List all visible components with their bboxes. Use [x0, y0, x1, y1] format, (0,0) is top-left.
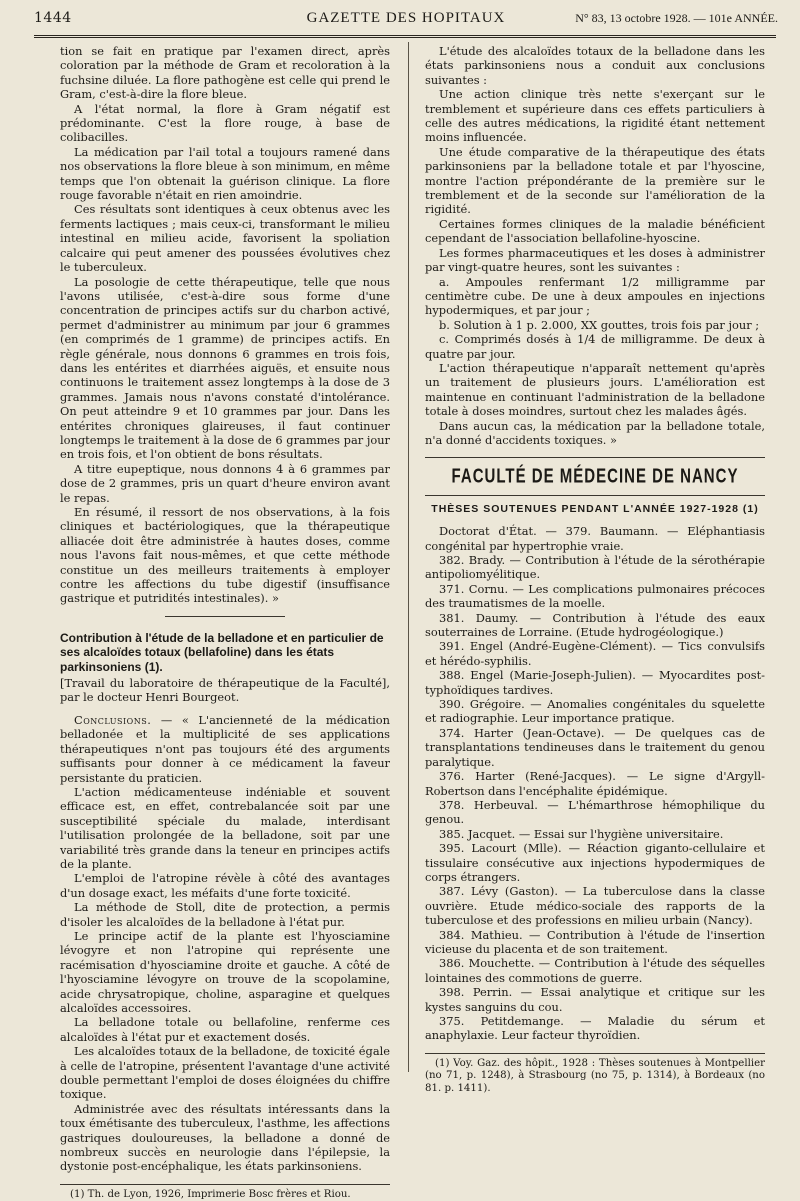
section-rule	[165, 616, 285, 617]
thesis-item: 378. Herbeuval. — L'hémarthrose hémophilique du genou.	[425, 797, 765, 827]
page-number: 1444	[34, 10, 72, 26]
thesis-item: 376. Harter (René-Jacques). — Le signe d'Argyll-Robertson dans l'encéphalite épidémique.	[425, 769, 765, 798]
thesis-item: 381. Daumy. — Contribution à l'étude des eaux souterraines de Lorraine. (Etude hydrogéologique.)	[425, 610, 765, 640]
footnote: (1) Voy. Gaz. des hôpit., 1928 : Thèses soutenues à Montpellier (no 71, p. 1248), à Strasbourg (no 75, p. 1314), à Bordeaux (no 81. p. 1411).	[425, 1057, 765, 1094]
paragraph: Une action clinique très nette s'exerçant sur le tremblement et supérieure dans ces effets particuliers à celle des autres médications, la rigidité étant nettement moins influencée.	[425, 87, 765, 145]
thesis-item: 391. Engel (André-Eugène-Clément). — Tics convulsifs et hérédo-syphilis.	[425, 639, 765, 668]
article-byline: [Travail du laboratoire de thérapeutique de la Faculté], par le docteur Henri Bourgeot.	[60, 676, 390, 705]
thesis-item: 388. Engel (Marie-Joseph-Julien). — Myocardites post-typhoïdiques tardives.	[425, 668, 765, 697]
paragraph: Certaines formes cliniques de la maladie bénéficient cependant de l'association bellafoline-hyoscine.	[425, 216, 765, 246]
paragraph: L'emploi de l'atropine révèle à côté des avantages d'un dosage exact, les méfaits d'une forte toxicité.	[60, 871, 390, 900]
thesis-item: 371. Cornu. — Les complications pulmonaires précoces des traumatismes de la moelle.	[425, 581, 765, 611]
paragraph: La médication par l'ail total a toujours ramené dans nos observations la flore bleue à son minimum, en même temps que l'on obtenait la guérison clinique. La flore rouge favorable n'était en rien amoindrie.	[60, 144, 390, 203]
paragraph: En résumé, il ressort de nos observations, à la fois cliniques et bactériologiques, que la thérapeutique alliacée doit être administrée à hautes doses, comme nous l'avons fait nous-mêmes, et que cette méthode constitue un des meilleurs traitements à employer contre les affections du tube digestif (insuffisance gastrique et putridités intestinales). »	[60, 505, 390, 606]
thesis-item: 385. Jacquet. — Essai sur l'hygiène universitaire.	[439, 826, 724, 841]
thesis-item: 398. Perrin. — Essai analytique et critique sur les kystes sanguins du cou.	[425, 985, 765, 1014]
column-divider	[408, 42, 409, 1072]
theses-heading: THÈSES SOUTENUES PENDANT L'ANNÉE 1927-1928 (1)	[431, 502, 759, 515]
thesis-item: 375. Petitdemange. — Maladie du sérum et anaphylaxie. Leur facteur thyroïdien.	[425, 1014, 765, 1043]
section-rule	[425, 495, 765, 496]
paragraph: La belladone totale ou bellafoline, renferme ces alcaloïdes à l'état pur et exactement dosés.	[60, 1015, 390, 1044]
paragraph: L'action médicamenteuse indéniable et souvent efficace est, en effet, contrebalancée soit par une susceptibilité spéciale du malade, interdisant l'utilisation prolongée de la belladone, soit par une variabilité très grande dans la teneur en principes actifs de la plante.	[60, 784, 390, 871]
paragraph: a. Ampoules renfermant 1/2 milligramme par centimètre cube. De une à deux ampoules en injections hypodermiques, et par jour ;	[425, 274, 765, 318]
paragraph: Administrée avec des résultats intéressants dans la toux émétisante des tuberculeux, l'asthme, les affections gastriques douloureuses, la belladone a donné de nombreux succès en neurologie dans l'épilepsie, la dystonie post-encéphalique, les états parkinsoniens.	[60, 1101, 390, 1174]
paragraph: Une étude comparative de la thérapeutique des états parkinsoniens par la belladone totale et par l'hyoscine, montre l'action prépondérante de la première sur le tremblement et de la seconde sur l'amélioration de la rigidité.	[425, 144, 765, 217]
thesis-item: Doctorat d'État. — 379. Baumann. — Eléphantiasis congénital par hypertrophie vraie.	[425, 524, 765, 553]
paragraph: La posologie de cette thérapeutique, telle que nous l'avons utilisée, c'est-à-dire sous forme d'une concentration de principes actifs sur du charbon activé, permet d'administrer au minimum par jour 6 grammes (en comprimés de 1 gramme) de principes actifs. En règle générale, nous donnons 6 grammes en trois fois, dans les entérites et diarrhées aiguës, et ensuite nous continuons le traitement assez longtemps à la dose de 3 grammes. Jamais nous n'avons constaté d'intolérance. On peut atteindre 9 et 10 grammes par jour. Dans les entérites chroniques glaireuses, il faut continuer longtemps le traitement à la dose de 6 grammes par jour en trois fois, et l'on obtient de bons résultats.	[60, 274, 390, 462]
paragraph: — « L'ancienneté de la médication belladonée et la multiplicité de ses applications thérapeutiques n'ont pas toujours été des arguments suffisants pour donner à ce médicament la faveur persistante du praticien.	[60, 712, 390, 785]
thesis-item: 384. Mathieu. — Contribution à l'étude de l'insertion vicieuse du placenta et de son traitement.	[425, 927, 765, 956]
paragraph: b. Solution à 1 p. 2.000, XX gouttes, trois fois par jour ;	[439, 317, 760, 332]
paragraph: tion se fait en pratique par l'examen direct, après coloration par la méthode de Gram et recoloration à la fuchsine diluée. La flore pathogène est celle qui prend le Gram, c'est-à-dire la flore bleue.	[60, 44, 390, 102]
paragraph: Le principe actif de la plante est l'hyosciamine lévogyre et non l'atropine qui représente une racémisation d'hyosciamine droite et gauche. A côté de l'hyosciamine lévogyre on trouve de la scopolamine, acide chrysatropique, choline, asparagine et quelques alcaloïdes accessoires.	[60, 928, 390, 1015]
paragraph: c. Comprimés dosés à 1/4 de milligramme. De deux à quatre par jour.	[425, 332, 765, 361]
thesis-item: 395. Lacourt (Mlle). — Réaction giganto-cellulaire et tissulaire consécutive aux injections hypodermiques de corps étrangers.	[425, 841, 765, 884]
left-column	[60, 44, 390, 1201]
paragraph: Les alcaloïdes totaux de la belladone, de toxicité égale à celle de l'atropine, présentent l'avantage d'une activité double permettant l'emploi de doses éloignées du chiffre toxique.	[60, 1044, 390, 1102]
thesis-item: 382. Brady. — Contribution à l'étude de la sérothérapie antipoliomyélitique.	[425, 553, 765, 582]
conclusions-label: Conclusions.	[74, 712, 152, 727]
article-title: Contribution à l'étude de la belladone et en particulier de ses alcaloïdes totaux (bellafoline) dans les états parkinsoniens (1).	[60, 630, 384, 674]
thesis-item: 390. Grégoire. — Anomalies congénitales du squelette et radiographie. Leur importance pratique.	[425, 697, 765, 726]
thesis-item: 386. Mouchette. — Contribution à l'étude des séquelles lointaines des commotions de guerre.	[425, 956, 765, 985]
paragraph: Dans aucun cas, la médication par la belladone totale, n'a donné d'accidents toxiques. »	[425, 418, 765, 447]
paragraph: A l'état normal, la flore à Gram négatif est prédominante. C'est la flore rouge, à base de colibacilles.	[60, 101, 390, 145]
thesis-item: 374. Harter (Jean-Octave). — De quelques cas de transplantations tendineuses dans le traitement du genou paralytique.	[425, 725, 765, 769]
thesis-item: 387. Lévy (Gaston). — La tuberculose dans la classe ouvrière. Etude médico-sociale des rapports de la tuberculose et des professions en milieu urbain (Nancy).	[425, 884, 765, 928]
paragraph: L'action thérapeutique n'apparaît nettement qu'après un traitement de plusieurs jours. L'amélioration est maintenue en continuant l'administration de la belladone totale à doses moindres, surtout chez les malades âgés.	[425, 360, 765, 419]
right-column	[425, 44, 765, 1096]
paragraph: A titre eupeptique, nous donnons 4 à 6 grammes par dose de 2 grammes, pris un quart d'heure environ avant le repas.	[60, 461, 390, 505]
paragraph: Ces résultats sont identiques à ceux obtenus avec les ferments lactiques ; mais ceux-ci, transformant le milieu intestinal en milieu acide, favorisent la spoliation calcaire qui peut amener des poussées évolutives chez le tuberculeux.	[60, 202, 390, 275]
paragraph: L'étude des alcaloïdes totaux de la belladone dans les états parkinsoniens nous a conduit aux conclusions suivantes :	[425, 44, 765, 87]
journal-title: GAZETTE DES HOPITAUX	[306, 10, 506, 26]
section-rule	[425, 457, 765, 458]
header-rule	[34, 35, 776, 38]
paragraph: Les formes pharmaceutiques et les doses à administrer par vingt-quatre heures, sont les suivantes :	[425, 245, 765, 275]
issue-info: N° 83, 13 octobre 1928. — 101e ANNÉE.	[575, 11, 778, 25]
faculty-title: FACULTÉ DE MÉDECINE DE NANCY	[451, 465, 739, 489]
page-header	[34, 6, 778, 34]
paragraph: La méthode de Stoll, dite de protection, a permis d'isoler les alcaloïdes de la belladone à l'état pur.	[60, 900, 390, 929]
footnote-rule	[60, 1184, 390, 1185]
footnote-rule	[425, 1053, 765, 1054]
footnote: (1) Th. de Lyon, 1926, Imprimerie Bosc frères et Riou.	[70, 1188, 351, 1200]
